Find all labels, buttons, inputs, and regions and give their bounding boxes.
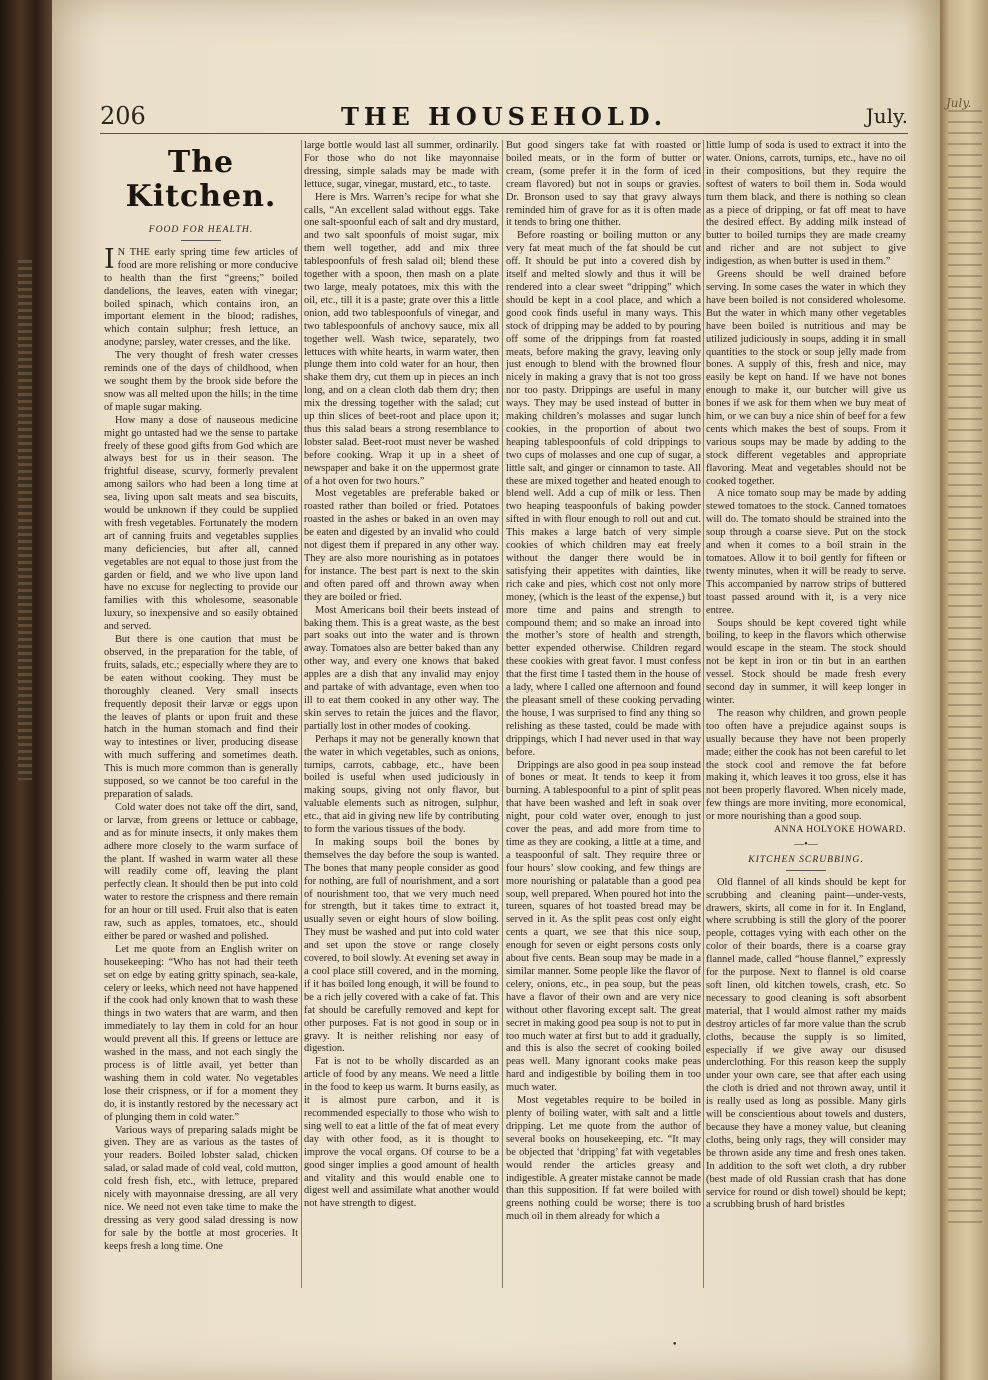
book-binding bbox=[0, 0, 52, 1380]
paragraph: Cold water does not take off the dirt, sand, or larvæ, from greens or lettuce or cabbage, and as for minute insects, it only makes them adhere more closely to the warm surface of the plant. If washed in warm water all these will readily come off, leaving the plant perfectly clean. It should then be put into cold water to restore the crispness and there remain for an hour or till used. Fruit also that is eaten raw, such as apples, tomatoes, etc., should either be pared or washed and polished. bbox=[104, 801, 298, 942]
paragraph: Drippings are also good in pea soup instead of bones or meat. It tends to keep it from burning. A tablespoonful to a pint of split peas that have been washed and left in soak over night, pour cold water over, enough to just cover the peas, and add more from time to time as they are cooking, a little at a time, and a teaspoonful of salt. They require three or four hours’ slow cooking, and few things are more nourishing or palatable than a good pea soup, well prepared. When poured hot into the tureen, squares of hot toasted bread may be served in it. As the split peas cost only eight cents a quart, we see that this nice soup, enough for seven or eight persons costs only about five cents. Bean soup may be made in a similar manner. Some people like the flavor of celery, onions, etc., in pea soup, but the peas have a flavor of their own and are very nice without other flavoring except salt. The great secret in making good pea soup is not to put in too much water at first but to add it gradually, and this is also the secret of cooking boiled peas well. Many ignorant cooks make peas hard and indigestible by boiling them in too much water. bbox=[506, 759, 701, 1094]
next-page-running-head: July. bbox=[946, 96, 972, 110]
paragraph: Various ways of preparing salads might be given. They are as various as the tastes of your readers. Boiled lobster salad, chicken salad, or salad made of cold veal, cold mutton, cold fresh fish, etc., with lettuce, prepared nicely with mayonnaise dressing, are all very nice. We need not even take time to make the dressing as very good salad dressing is now for sale by the bottle at most groceries. It keeps fresh a long time. One bbox=[104, 1124, 298, 1252]
column-3 bbox=[506, 140, 701, 1224]
paragraph: large bottle would last all summer, ordinarily. For those who do not like mayonnaise dressing, simple salads may be made with lettuce, sugar, vinegar, mustard, etc., to taste. bbox=[304, 140, 499, 190]
column-divider bbox=[703, 140, 704, 1288]
header-rule bbox=[100, 133, 908, 134]
column-4 bbox=[706, 140, 906, 1212]
heading-rule bbox=[181, 240, 221, 241]
column-1 bbox=[104, 140, 298, 1254]
paragraph: Before roasting or boiling mutton or any very fat meat much of the fat should be cut off. It should be put into a covered dish by itself and melted slowly and thus it will be rendered into a clear sweet “dripping” which should be kept in a cool place, and which a good cook finds useful in many ways. This stock of dripping may be added to by pouring off some of the drippings from fat roasted meats, before making the gravy, leaving only just enough to blend with the browned flour nicely in making a gravy that is not too gross nor too pasty. Drippings are useful in many ways. They may be used instead of butter in making children’s molasses and sugar lunch cookies, in the proportion of about two heaping tablespoonfuls of cold drippings to two cups of molasses and one cup of sugar, a little salt, and ginger or cinnamon to taste. All these are mixed together and heated enough to blend well. Add a cup of milk or less. Then two heaping teaspoonfuls of baking powder sifted in with flour enough to roll out and cut. This makes a large batch of very simple cookies of which children may eat freely without the danger there would be in satisfying their appetites with dainties, like rich cake and pies, which cost not only more money, (which is the least of the expense,) but more time and pains and strength to compound them; and so make an inroad into the mother’s store of health and strength, better expended otherwise. Children regard these cookies with great favor. I must confess that the first time I tasted them in the house of a lady, where I called one afternoon and found the pleasant smell of these cooking pervading the house, I was surprised to find any thing so relishing as these tasted, could be made with drippings, which I had never used in that way before. bbox=[506, 230, 701, 758]
paragraph: The reason why children, and grown people too often have a prejudice against soups is usually because they have not been properly made; either the cook has not been careful to let the stock cool and remove the fat before making it, which leaves it too gross, else it has not been properly flavored. When nicely made, few things are more inviting, more economical, or more nourishing than a good soup. bbox=[706, 707, 906, 823]
author-signature: ANNA HOLYOKE HOWARD. bbox=[774, 824, 906, 836]
issue-month: July. bbox=[865, 104, 908, 128]
running-header bbox=[100, 100, 908, 130]
printer-mark: • bbox=[672, 1340, 678, 1350]
paragraph: Most vegetables require to be boiled in plenty of boiling water, with salt and a little dripping. Let me quote from the author of several books on housekeeping, etc. “It may be objected that ‘dripping’ fat with vegetables would render the articles greasy and indigestible. A greater mistake cannot be made than this supposition. If fat were boiled with greens nothing could be worse; there is too much oil in them already for which a bbox=[506, 1095, 701, 1223]
column-divider bbox=[301, 140, 302, 1288]
paragraph: Fat is not to be wholly discarded as an article of food by any means. We need a little in the food to keep us warm. It burns easily, as it is almost pure carbon, and it is recommended especially to those who wish to sing well to eat a little of the fat of meat every day with other food, as it is thought to improve the vocal organs. Of course to be a good singer implies a good amount of health and vitality and this would enable one to digest well and assimilate what another would not have strength to digest. bbox=[304, 1056, 499, 1210]
heading-rule bbox=[786, 870, 826, 871]
paragraph: Perhaps it may not be generally known that the water in which vegetables, such as onions, turnips, carrots, cabbage, etc., have been boiled is useful when used judiciously in making soups, giving not only flavor, but valuable elements such as nitrogen, sulphur, etc., that aid in giving new life by contributing to form the various tissues of the body. bbox=[304, 733, 499, 836]
next-page-edge bbox=[940, 0, 988, 1380]
paragraph: But there is one caution that must be observed, in the preparation for the table, of fruits, salads, etc.; especially where they are to be eaten without cooking. They must be thoroughly cleaned. Very small insects frequently deposit their larvæ or eggs upon the leaves of plants or upon fruit and these hatch in the human stomach and find their way to intestines or liver, producing disease with much suffering and sometimes death. This is much more common than is generally supposed, so we cannot be too careful in the preparation of salads. bbox=[104, 634, 298, 800]
paragraph: A nice tomato soup may be made by adding stewed tomatoes to the stock. Canned tomatoes will do. The tomato should be strained into the soup through a coarse sieve. Put on the stock and when it comes to a boil strain in the tomatoes. Allow it to boil gently for fifteen or twenty minutes, when it will be ready to serve. This accompanied by narrow strips of buttered toast passed around with it, is a very nice entree. bbox=[706, 488, 906, 616]
column-divider bbox=[502, 140, 503, 1288]
paragraph: Greens should be well drained before serving. In some cases the water in which they have been boiled is not considered wholesome. But the water in which many other vegetables have been boiled is nutritious and may be utilized judiciously in soups, adding it in small quantities to the stock or soup jelly made from bones. A supply of this, fresh and nice, may easily be kept on hand. If we have not bones enough to make it, our butcher will give us bones if we ask for them when we buy meat of him, or we can buy a nice shin of beef for a few cents which makes the best of soups. From it various soups may be made by adding to the stock different vegetables and appropriate flavoring. Meat and vegetables should not be cooked together. bbox=[706, 269, 906, 487]
section-ornament: —•— bbox=[794, 838, 818, 850]
paragraph-text: N THE early spring time few articles of food are more relishing or more conducive to health than the first “greens;” boiled dandelions, the leaves, eaten with vinegar; boiled spinach, which contains iron, an important element in the blood; radishes, which contain sulphur; fresh lettuce, an anodyne; parsley, water cresses, and the like. bbox=[104, 246, 298, 349]
department-title: The Kitchen. bbox=[125, 145, 277, 214]
drop-cap: I bbox=[104, 243, 115, 275]
paragraph: Most Americans boil their beets instead of baking them. This is a great waste, as the best part soaks out into the water and is thrown away. Tomatoes also are better baked than any other way, and every one knows that baked apples are a dish that any invalid may enjoy and partake of with advantage, even when too ill to eat them cooked in any other way. The skin serves to retain the juices and the flavor, partially lost in other modes of cooking. bbox=[304, 604, 499, 732]
paragraph: How many a dose of nauseous medicine might go untasted had we the sense to partake freely of these good gifts from God which are always best for us in their season. The frightful disease, scurvy, formerly prevalent among sailors who had been a long time at sea, living upon salt meats and sea biscuits, would be unknown if they could be supplied with fresh vegetables. Fortunately the modern art of canning fruits and vegetables supplies many deficiencies, but after all, canned vegetables are not equal to those just from the garden or field, and we who live upon land have no excuse for neglecting to provide our families with this wholesome, seasonable luxury, so inexpensive and so easily obtained and served. bbox=[104, 414, 298, 633]
paragraph: Soups should be kept covered tight while boiling, to keep in the flavors which otherwise would escape in the steam. The stock should not be kept in iron or tin but in an earthen vessel. Stock should be made fresh every second day in summer, it will keep longer in winter. bbox=[706, 617, 906, 706]
magazine-title: THE HOUSEHOLD. bbox=[340, 102, 668, 131]
paragraph bbox=[104, 243, 298, 350]
paragraph: But good singers take fat with roasted or boiled meats, or in the form of butter or cream, (some prefer it in the form of iced cream flavored) but not in soups or gravies. Dr. Bronson used to say that gravy always reminded him of grave for as it is often made it tends to bring one thither. bbox=[506, 140, 701, 229]
page-number: 206 bbox=[100, 102, 146, 130]
article-heading: KITCHEN SCRUBBING. bbox=[748, 853, 864, 865]
binding-label-strip bbox=[18, 260, 32, 780]
paragraph: Most vegetables are preferable baked or roasted rather than boiled or fried. Potatoes roasted in the ashes or baked in an oven may be eaten and digested by an invalid who could not digest them if prepared in any other way. They are also more nourishing as in potatoes for instance. The best part is next to the skin and often pared off and thrown away when they are boiled or fried. bbox=[304, 488, 499, 603]
paragraph: In making soups boil the bones by themselves the day before the soup is wanted. The bones that many people consider as good for nothing, are full of nourishment, and a sort of nourishment too, that we very much need for strength, but it takes time to extract it, usually seven or eight hours of slow boiling. They must be washed and put into cold water and set upon the stove or range closely covered, to boil slowly. At evening set away in a cool place still covered, and in the morning, if it has boiled long enough, it will be found to be a rich jelly covered with a cake of fat. This fat should be carefully removed and kept for other purposes. Fat is not good in soup or in gravy. It is neither relishing nor easy of digestion. bbox=[304, 836, 499, 1055]
paragraph: Here is Mrs. Warren’s recipe for what she calls, “An excellent salad without eggs. Take one salt-spoonful each of salt and dry mustard, and two salt spoonfuls of moist sugar, mix them well together, add and mix three tablespoonfuls of fresh salad oil; blend these together with a spoon, then mash on a plate two large, mealy potatoes, mix this with the oil, etc., till it is a paste; grate over this a little onion, add two tablespoonfuls of vinegar, and two tablespoonfuls of anchovy sauce, mix all together well. Wash twice, separately, two lettuces with white hearts, in warm water, then plunge them into cold water for an hour, then shake them dry, cut them up in pieces an inch long, and on a clean cloth dab them dry; then mix the dressing together with the salad; cut up thin slices of beet-root and place upon it; thus this salad bears a strong resemblance to lobster salad. Beet-root must never be washed before cooking. Wrap it up in a sheet of newspaper and bake it on the uppermost grate of a hot oven for two hours.” bbox=[304, 191, 499, 487]
column-2 bbox=[304, 140, 499, 1211]
next-page-text-lines bbox=[948, 110, 982, 1230]
paragraph: Old flannel of all kinds should be kept for scrubbing and cleaning paint—under-vests, drawers, skirts, all come in for it. In England, where scrubbing is still the glory of the poorer people, cottages vying with each other on the color of their boards, there is a coarse gray flannel made, called “house flannel,” expressly for the purpose. Next to flannel is old coarse soft linen, old kitchen towels, crash, etc. So necessary to good cleaning is soft absorbent material, that I would almost rather my maids destroy articles of far more value than the scrub cloths, because the supply is so limited, especially if we give away our disused underclothing. For this reason keep the supply under your own care, see that after each using the cloth is dried and not thrown away, until it is really used as long as possible. Many girls will be conscientious about towels and dusters, because they have a money value, but cleaning cloths, being only rags, they will consider may be thrown aside any time and fresh ones taken. In addition to the soft wet cloth, a dry rubber (best made of old Russian crash that has done service for round or dish towel) should be kept; a scrubbing brush of hard bristles bbox=[706, 876, 906, 1211]
article-heading: FOOD FOR HEALTH. bbox=[148, 224, 254, 235]
paragraph: Let me quote from an English writer on housekeeping: “Who has not had their teeth set on edge by eating gritty spinach, sea-kale, celery or leeks, which need not have happened if the cook had only known that to wash these things in two waters that are warm, and then immediately to lay them in cold for an hour would prevent all this. If greens or lettuce are washed in the mass, and not each singly the process is of little avail, yet better than washing them in cold water. No vegetables lose their crispness, or if for a moment they do, it is instantly restored by the necessary act of plunging them in cold water.” bbox=[104, 943, 298, 1123]
paragraph: The very thought of fresh water cresses reminds one of the days of childhood, when we sought them by the brook side before the snow was all melted upon the hills; in the time of maple sugar making. bbox=[104, 350, 298, 413]
paragraph: little lump of soda is used to extract it into the water. Onions, carrots, turnips, etc., have no oil in their compositions, but they require the softest of waters to boil them in. Soda would turn them black, and there is nothing so clean as a piece of dripping, or fat off meat to have the desired effect. By adding milk instead of butter to boiled turnips they are made creamy and richer and are not subject to give indigestion, as when butter is used in them.” bbox=[706, 140, 906, 268]
